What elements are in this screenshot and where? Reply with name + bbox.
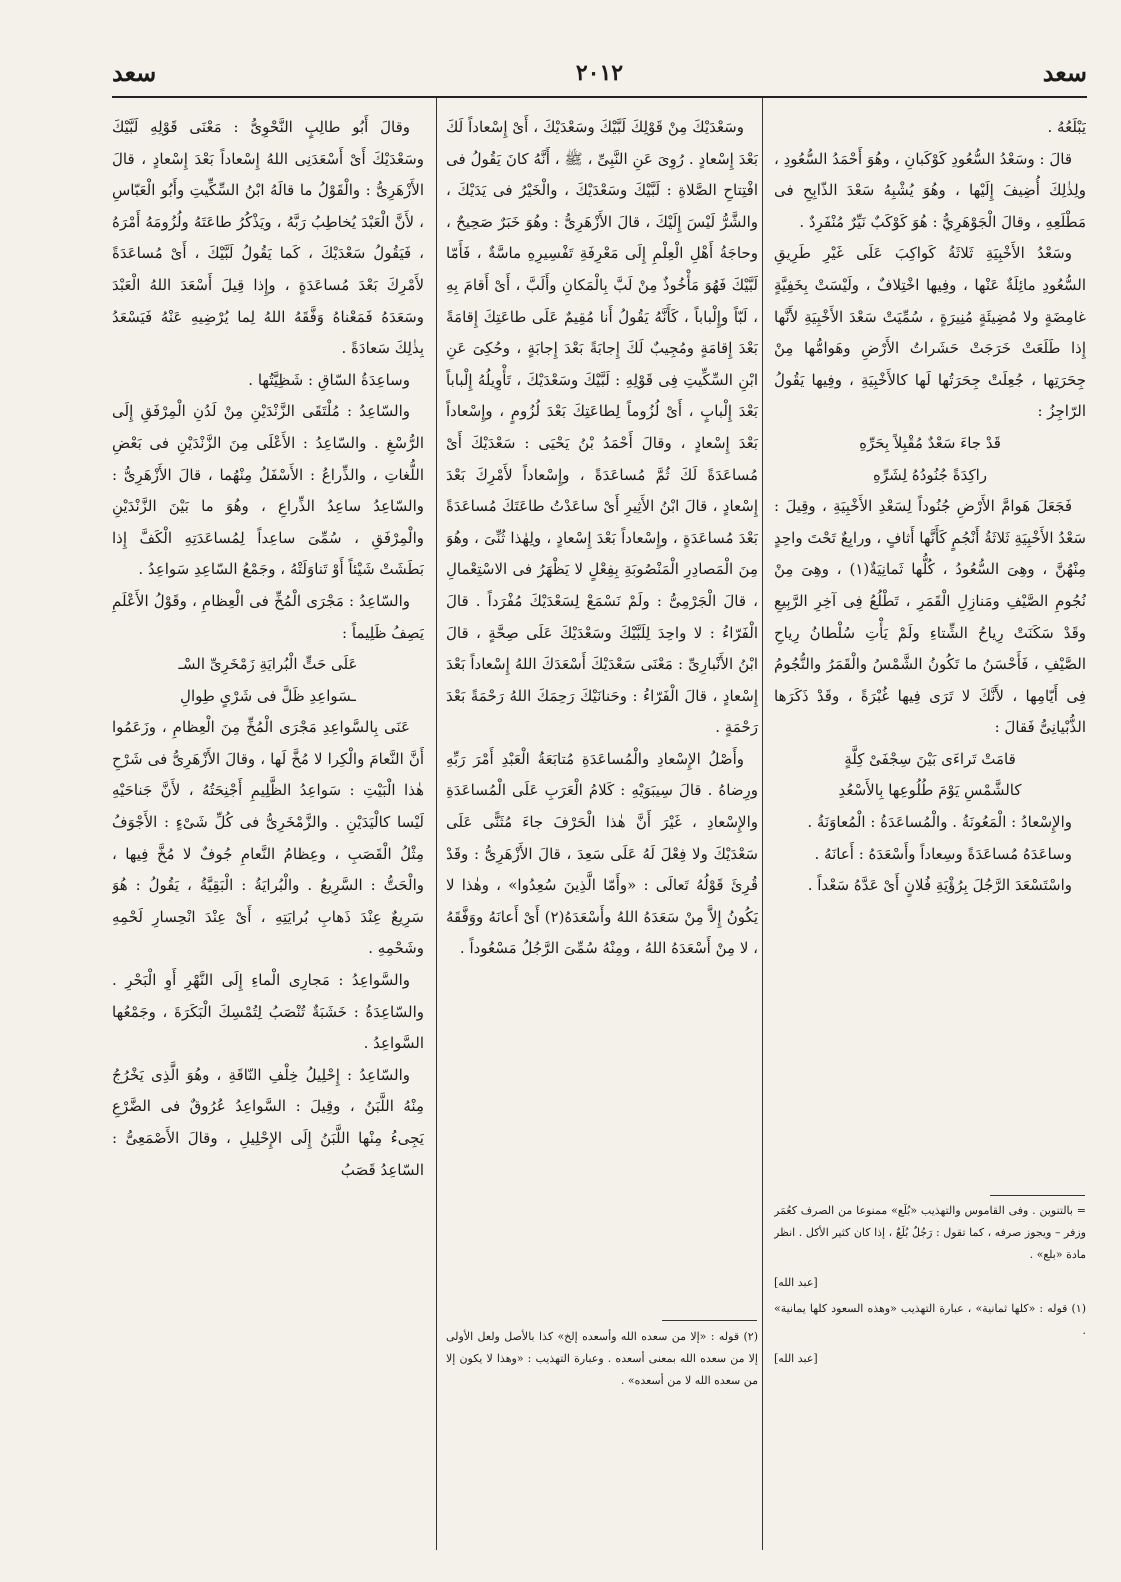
paragraph: والسّاعِدُ : مُلْتَقَى الزَّنْدَيْنِ مِنْ لَدُنِ الْمِرْفَقِ إِلَى الرُّسْغِ . والسّاعِدُ : الأَعْلَى مِنَ الزَّنْدَيْنِ فى بَعْضِ اللُّغاتِ ، والذِّراعُ : الأَسْفَلُ مِنْهُما ، قالَ الأَزْهَرِىُّ : والسّاعِدُ ساعِدُ الذِّراعِ ، وهُوَ ما بَيْنَ الزَّنْدَيْنِ والْمِرْفَقِ ، سُمِّىَ ساعِداً لِمُساعَدَتِهِ الْكَفَّ إِذا بَطَشَتْ شَيْئاً أَوْ تَناوَلَتْهُ ، وجَمْعُ السّاعِدِ سَواعِدُ . [112, 402, 424, 579]
paragraph: والإِسْعادُ : الْمَعُونَةُ . والْمُساعَدَةُ : الْمُعاوَنَةُ . [807, 813, 1072, 832]
page-number: ٢٠١٢ [575, 60, 624, 86]
column-divider-right [762, 98, 763, 1550]
paragraph: وأَصْلُ الإِسْعادِ والْمُساعَدَةِ مُتابَعَةُ الْعَبْدِ أَمْرَ رَبِّهِ ورِضاهُ . قالَ سِيبَوَيْهِ : كَلامُ الْعَرَبِ عَلَى الْمُساعَدَةِ والإِسْعادِ ، غَيْرَ أَنَّ هٰذا الْحَرْفَ جاءَ مُثَنًّى عَلَى سَعْدَيْكَ ولا فِعْلَ لَهُ عَلَى سَعِدَ ، قالَ الأَزْهَرِىُّ : وقَدْ قُرِئَ قَوْلُهُ تَعالَى : «وأَمّا الَّذِينَ سُعِدُوا» ، وهٰذا لا يَكُونُ إِلاَّ مِنْ سَعَدَهُ اللهُ وأَسْعَدَهُ(٢) أَىْ أَعانَهُ ووَفَّقَهُ ، لا مِنْ أَسْعَدَهُ اللهُ ، ومِنْهُ سُمِّىَ الرَّجُلُ مَسْعُوداً . [446, 749, 758, 958]
header-root-word-left: سعد [112, 58, 157, 87]
column-middle [446, 112, 758, 1307]
footnote-signature: [عبد الله] [774, 1352, 818, 1365]
paragraph: وساعِدَةُ السّاقِ : شَظِيَّتُها . [248, 370, 410, 389]
footnote-rule [662, 1320, 757, 1321]
footnote: (٢) قوله : «إلا من سعده الله وأسعده إلخ» كذا بالأصل ولعل الأولى إلا من سعده الله بمعنى أسعده . وعبارة التهذيب : «وهذا لا يكون إلا من سعده الله لا من أسعده» . [446, 1330, 758, 1387]
paragraph: وسَعْدَيْكَ مِنْ قَوْلِكَ لَبَّيْكَ وسَعْدَيْكَ ، أَىْ إِسْعاداً لَكَ بَعْدَ إِسْعادٍ . رُوِىَ عَنِ النَّبِىِّ ، ﷺ ، أَنَّهُ كانَ يَقُولُ فى افْتِتاحِ الصَّلاةِ : لَبَّيْكَ وسَعْدَيْكَ ، والْخَيْرُ فى يَدَيْكَ ، والشَّرُّ لَيْسَ إِلَيْكَ ، قالَ الأَزْهَرِىُّ : وهُوَ خَبَرٌ صَحِيحٌ ، وحاجَةُ أَهْلِ الْعِلْمِ إِلَى مَعْرِفَةِ تَفْسِيرِهِ ماسَّةٌ ، فَأَمّا لَبَّيْكَ فَهُوَ مَأْخُوذٌ مِنْ لَبَّ بِالْمَكانِ وأَلَبَّ ، أَىْ أَقامَ بِهِ ، لَبّاً وإِلْباباً ، كَأَنَّهُ يَقُولُ أَنا مُقِيمٌ عَلَى طاعَتِكَ إِقامَةً بَعْدَ إِقامَةٍ ومُجِيبٌ لَكَ إِجابَةً بَعْدَ إِجابَةٍ ، وحُكِىَ عَنِ ابْنِ السِّكِّيتِ فِى قَوْلِهِ : لَبَّيْكَ وسَعْدَيْكَ ، تَأْوِيلُهُ إِلْباباً بَعْدَ إِلْبابٍ ، أَىْ لُزُوماً لِطاعَتِكَ بَعْدَ لُزُومٍ ، وإِسْعاداً بَعْدَ إِسْعادٍ ، وقالَ أَحْمَدُ بْنُ يَحْيَى : سَعْدَيْكَ أَىْ مُساعَدَةً لَكَ ثُمَّ مُساعَدَةً ، وإِسْعاداً لأَمْرِكَ بَعْدَ إِسْعادٍ ، قالَ ابْنُ الأَثِيرِ أَىْ ساعَدْتُ طاعَتَكَ مُساعَدَةً بَعْدَ مُساعَدَةٍ ، وإِسْعاداً بَعْدَ إِسْعادٍ ، ولِهٰذا ثُنِّىَ ، وهُوَ مِنَ الْمَصادِرِ الْمَنْصُوبَةِ بِفِعْلٍ لا يَظْهَرُ فى الاسْتِعْمالِ ، قالَ الْجَرْمِىُّ : ولَمْ نَسْمَعْ لِسَعْدَيْكَ مُفْرَداً . قالَ الْفَرّاءُ : لا واحِدَ لِلَبَّيْكَ وسَعْدَيْكَ عَلَى صِحَّةٍ ، قالَ ابْنُ الأَنْبارِىِّ : مَعْنَى سَعْدَيْكَ أَسْعَدَكَ اللهُ إِسْعاداً بَعْدَ إِسْعادٍ ، قالَ الْفَرّاءُ : وحَنانَيْكَ رَحِمَكَ اللهُ رَحْمَةً بَعْدَ رَحْمَةٍ . [446, 118, 758, 737]
verse-line: قَدْ جاءَ سَعْدٌ مُقْبِلاً بِحَرِّهِ [859, 433, 1001, 452]
verse-line: ـسَواعِدِ ظَلَّ فى شَرْىٍ طِوالِ [180, 686, 356, 705]
footnote: = بالتنوين . وفى القاموس والتهذيب «بُلَع» ممنوعا من الصرف كعُمَر وزفر – ويجوز صرفه ، كما تقول : رَجُلٌ بُلَعٌ ، إذا كان كثير الأكل . انظر مادة «بلع» . [774, 1204, 1086, 1261]
footnote: (١) قوله : «كلها ثمانية» ، عبارة التهذيب «وهذه السعود كلها يمانية» . [774, 1302, 1086, 1337]
verse-line: راكِدَةً جُنُودُهُ لِشَرِّهِ [873, 465, 987, 484]
header-root-word-right: سعد [1042, 58, 1087, 87]
verse-line: قامَتْ تَراءَى بَيْنَ سِجْفَىْ كِلَّةٍ [844, 749, 1016, 768]
paragraph: والسَّواعِدُ : مَجارِى الْماءِ إِلَى النَّهْرِ أَوِ الْبَحْرِ . والسّاعِدَةُ : خَشَبَةٌ تُنْصَبُ لِتُمْسِكَ الْبَكَرَةَ ، وجَمْعُها السَّواعِدُ . [112, 971, 424, 1053]
paragraph: وقالَ أَبُو طالِبٍ النَّحْوِىُّ : مَعْنَى قَوْلِهِ لَبَّيْكَ وسَعْدَيْكَ أَىْ أَسْعَدَنِى اللهُ إِسْعاداً بَعْدَ إِسْعادٍ ، قالَ الأَزْهَرِىُّ : والْقَوْلُ ما قالَهُ ابْنُ السِّكِّيتِ وأَبُو الْعَبّاسِ ، لأَنَّ الْعَبْدَ يُخاطِبُ رَبَّهُ ، ويَذْكُرُ طاعَتَهُ ولُزُومَهُ أَمْرَهُ ، فَيَقُولُ سَعْدَيْكَ ، كَما يَقُولُ لَبَّيْكَ ، أَىْ مُساعَدَةً لأَمْرِكَ بَعْدَ مُساعَدَةٍ ، وإِذا قِيلَ أَسْعَدَ اللهُ الْعَبْدَ وسَعَدَهُ فَمَعْناهُ وَفَّقَهُ اللهُ لِما يُرْضِيهِ عَنْهُ فَيَسْعَدُ بِذٰلِكَ سَعادَةً . [112, 118, 424, 358]
footnotes-middle [446, 1326, 758, 1486]
footnotes-right [774, 1200, 1086, 1500]
paragraph: والسّاعِدُ : مَجْرَى الْمُخِّ فى الْعِظامِ ، وقَوْلُ الأَعْلَمِ يَصِفُ ظَلِيماً : [112, 591, 424, 642]
page-header [112, 58, 1087, 98]
verse-line: كالشَّمْسِ يَوْمَ طُلُوعِها بِالأَسْعُدِ [838, 781, 1022, 800]
paragraph: فَجَعَلَ هَوامَّ الأَرْضِ جُنُوداً لِسَعْدِ الأَخْبِيَةِ ، وقِيلَ : سَعْدُ الأَخْبِيَةِ ثَلاثَةُ أَنْجُمٍ كَأَنَّها أَثافٍ ، ورابِعٌ تَحْتَ واحِدٍ مِنْهُنَّ ، وهِىَ السُّعُودُ ، كُلُّها ثَمانِيَةٌ(١) ، وهِىَ مِنْ نُجُومِ الصَّيْفِ ومَنازِلِ الْقَمَرِ ، تَطْلُعُ فِى آخِرِ الرَّبِيعِ وقَدْ سَكَنَتْ رِياحُ الشِّتاءِ ولَمْ يَأْتِ سُلْطانُ رِياحِ الصَّيْفِ ، فَأَحْسَنُ ما تَكُونُ الشَّمْسُ والْقَمَرُ والنُّجُومُ فِى أَيّامِها ، لأَنَّكَ لا تَرَى فِيها غُبْرَةً ، وقَدْ ذَكَرَها الذُّبْيانِىُّ فَقالَ : [774, 497, 1086, 737]
column-left [112, 112, 424, 1552]
header-rule [112, 96, 1087, 98]
paragraph: وساعَدَهُ مُساعَدَةً وسِعاداً وأَسْعَدَهُ : أَعانَهُ . [814, 844, 1072, 863]
paragraph: يَبْلَعُهُ . [1047, 118, 1086, 136]
paragraph: عَنَى بِالسَّواعِدِ مَجْرَى الْمُخِّ مِنَ الْعِظامِ ، وزَعَمُوا أَنَّ النَّعامَ والْكِرا لا مُخَّ لَها ، وقالَ الأَزْهَرِىُّ فى شَرْحِ هٰذا الْبَيْتِ : سَواعِدُ الظَّلِيمِ أَجْنِحَتُهُ ، لأَنَّ جَناحَيْهِ لَيْسا كالْيَدَيْنِ . والزَّمْخَرِىُّ فى كُلِّ شَىْءٍ : الأَجْوَفُ مِثْلُ الْقَصَبِ ، وعِظامُ النَّعامِ جُوفٌ لا مُخَّ فِيها ، والْحَتُّ : السَّرِيعُ . والْبُرايَةُ : الْبَقِيَّةُ ، يَقُولُ : هُوَ سَرِيعٌ عِنْدَ ذَهابِ بُرايَتِهِ ، أَىْ عِنْدَ انْحِسارِ لَحْمِهِ وشَحْمِهِ . [112, 718, 424, 958]
footnote-rule [990, 1195, 1085, 1196]
footnote-signature: [عبد الله] [774, 1276, 818, 1289]
paragraph: وسَعْدُ الأَخْبِيَةِ ثَلاثَةُ كَواكِبَ عَلَى غَيْرِ طَرِيقِ السُّعُودِ مائِلَةٌ عَنْها ، وفِيها اخْتِلافٌ ، ولَيْسَتْ بِخَفِيَّةٍ غامِضَةٍ ولا مُضِيئَةٍ مُنِيرَةٍ ، سُمِّيَتْ سَعْدَ الأَخْبِيَةِ لأَنَّها إِذا طَلَعَتْ خَرَجَتْ حَشَراتُ الأَرْضِ وهَوامُّها مِنْ جِحَرَتِها ، جُعِلَتْ جِحَرَتُها لَها كالأَخْبِيَةِ ، وفِيها يَقُولُ الرّاجِزُ : [774, 244, 1086, 421]
column-divider-left [436, 98, 437, 1550]
paragraph: واسْتَسْعَدَ الرَّجُلَ بِرُؤْيَةِ فُلانٍ أَىْ عَدَّهُ سَعْداً . [807, 876, 1072, 895]
paragraph: قالَ : وسَعْدُ السُّعُودِ كَوْكَبانِ ، وهُوَ أَحْمَدُ السُّعُودِ ، ولِذٰلِكَ أُضِيفَ إِلَيْها ، وهُوَ يُشْبِهُ سَعْدَ الذّابِحِ فى مَطْلَعِهِ ، وقالَ الْجَوْهَرِيُّ : هُوَ كَوْكَبٌ نَيِّرٌ مُنْفَرِدٌ . [774, 149, 1086, 231]
verse-line: عَلَى حَتٍّ الْبُرايَةِ زَمْخَرِىِّ السْـ [178, 655, 358, 674]
paragraph: والسّاعِدُ : إِحْلِيلُ خِلْفِ النّاقَةِ ، وهُوَ الَّذِى يَخْرُجُ مِنْهُ اللَّبَنُ ، وقِيلَ : السَّواعِدُ عُرُوقٌ فى الضَّرْعِ يَجِىءُ مِنْها اللَّبَنُ إِلَى الإِحْلِيلِ ، وقالَ الأَصْمَعِىُّ : السّاعِدُ قَصَبُ [112, 1065, 424, 1179]
